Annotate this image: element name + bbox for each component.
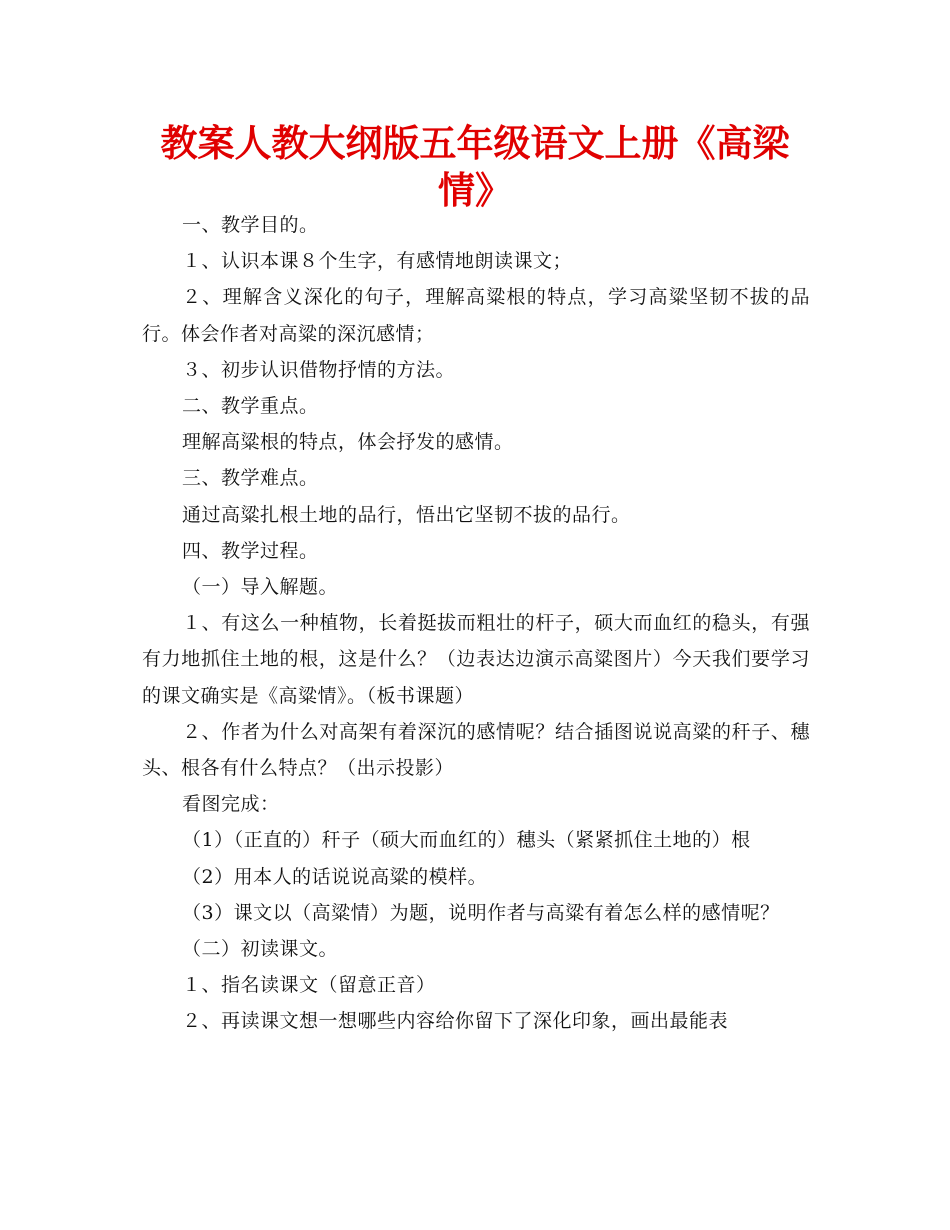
section-heading-objectives: 一、教学目的。: [182, 214, 319, 236]
subsection-heading-intro: （一）导入解题。: [182, 576, 339, 599]
process-paragraph: １、有这么一种植物，长着挺拔而粗壮的杆子，硕大而血红的稳头，有强有力地抓住土地的根，这是什么？（边表达边演示高粱图片）今天我们要学习的课文确实是《高粱情》。（板书课题）: [142, 612, 810, 707]
document-title: 教案人教大纲版五年级语文上册《高梁情》: [160, 122, 790, 212]
process-paragraph: （2）用本人的话说说高粱的模样。: [182, 865, 488, 888]
key-point-text: 理解高粱根的特点，体会抒发的感情。: [182, 431, 514, 454]
subsection-heading-first-reading: （二）初读课文。: [182, 938, 339, 961]
process-paragraph: ２、作者为什么对高架有着深沉的感情呢？结合插图说说高粱的秆子、穗头、根各有什么特点？（出示投影）: [142, 720, 810, 780]
process-paragraph: 看图完成：: [182, 793, 280, 816]
objective-item-1: １、认识本课８个生字，有感情地朗读课文；: [182, 250, 573, 273]
process-paragraph: （3）课文以（高粱情）为题，说明作者与高粱有着怎么样的感情呢？: [182, 901, 780, 924]
section-heading-key-points: 二、教学重点。: [182, 395, 319, 418]
difficulty-text: 通过高粱扎根土地的品行，悟出它坚韧不拔的品行。: [182, 503, 631, 526]
process-paragraph: （1）（正直的）秆子（硕大而血红的）穗头（紧紧抓住土地的）根: [182, 829, 751, 852]
document-body: [142, 207, 810, 1040]
section-heading-difficulties: 三、教学难点。: [182, 467, 319, 490]
process-paragraph: ２、再读课文想一想哪些内容给你留下了深化印象，画出最能表: [182, 1010, 729, 1033]
objective-item-2: ２、理解含义深化的句子，理解高粱根的特点，学习高粱坚韧不拔的品行。体会作者对高粱的深沉感情；: [142, 286, 810, 345]
process-paragraph: １、指名读课文（留意正音）: [182, 974, 436, 997]
objective-item-3: ３、初步认识借物抒情的方法。: [182, 358, 456, 381]
section-heading-process: 四、教学过程。: [182, 539, 319, 562]
